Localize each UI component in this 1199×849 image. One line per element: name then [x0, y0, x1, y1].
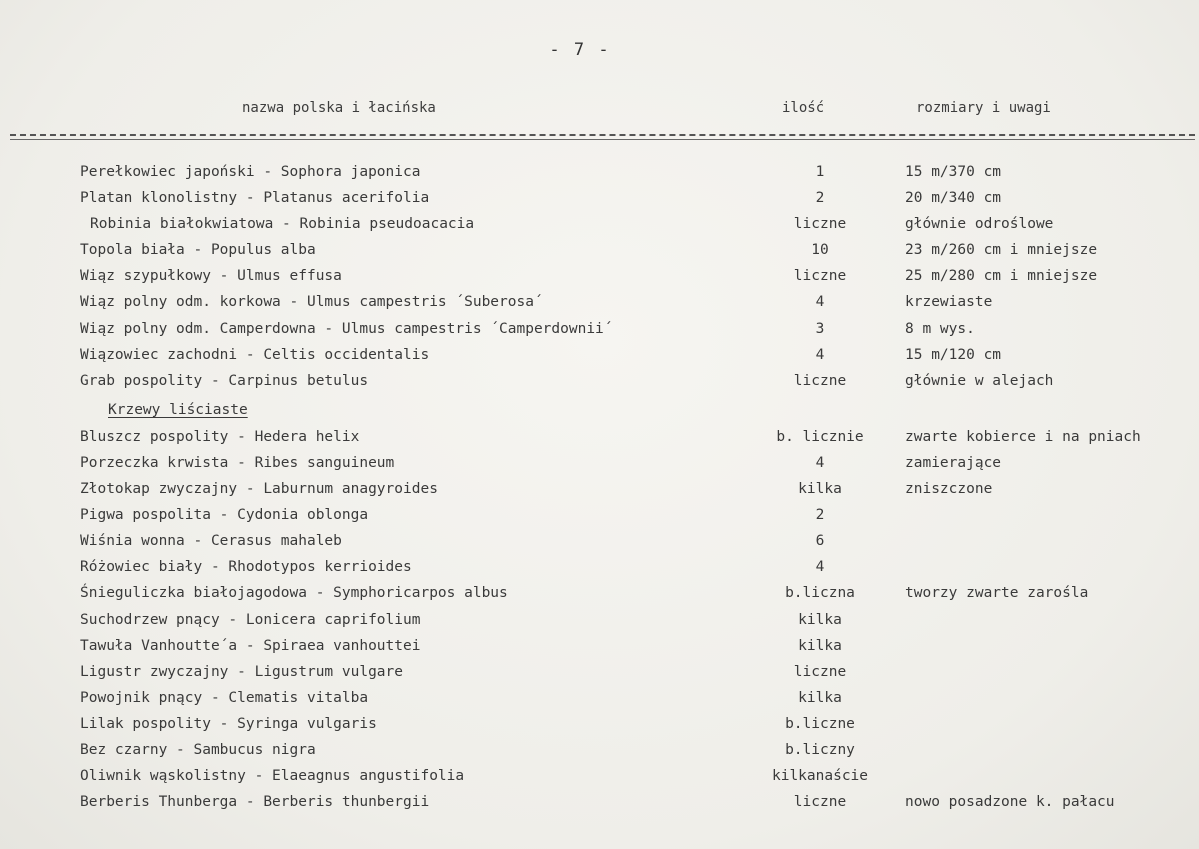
species-name: Powojnik pnący - Clematis vitalba	[80, 689, 369, 706]
species-notes: głównie odroślowe	[905, 216, 1054, 233]
species-quantity: b.liczny	[785, 741, 855, 758]
table-row	[0, 239, 1199, 265]
species-quantity: b. licznie	[776, 428, 864, 445]
species-quantity: 2	[815, 190, 825, 207]
species-notes: tworzy zwarte zarośla	[905, 585, 1089, 602]
table-row	[0, 161, 1199, 187]
species-quantity: 4	[815, 294, 825, 311]
table-row	[0, 739, 1199, 765]
species-notes: 8 m wys.	[905, 320, 975, 337]
table-row	[0, 370, 1199, 396]
species-name: Złotokap zwyczajny - Laburnum anagyroides	[80, 481, 438, 498]
species-notes: zamierające	[905, 454, 1002, 471]
column-header-name: nazwa polska i łacińska	[242, 100, 436, 116]
species-name: Bluszcz pospolity - Hedera helix	[80, 428, 360, 445]
species-quantity: kilka	[798, 689, 842, 706]
table-row	[0, 530, 1199, 556]
species-notes: krzewiaste	[905, 294, 993, 311]
species-notes: 15 m/120 cm	[905, 346, 1002, 363]
species-name: Śnieguliczka białojagodowa - Symphoricarpos albus	[80, 585, 508, 602]
species-name: Różowiec biały - Rhodotypos kerrioides	[80, 559, 412, 576]
species-table	[0, 161, 1199, 817]
table-row	[0, 504, 1199, 530]
species-quantity: 4	[815, 559, 825, 576]
table-row	[0, 609, 1199, 635]
species-notes: 15 m/370 cm	[905, 164, 1002, 180]
species-quantity: b.liczne	[785, 715, 855, 732]
table-row	[0, 452, 1199, 478]
species-notes: 20 m/340 cm	[905, 190, 1002, 207]
species-name: Porzeczka krwista - Ribes sanguineum	[80, 454, 395, 471]
species-quantity: liczne	[793, 372, 847, 389]
table-row	[0, 291, 1199, 317]
species-quantity: 1	[815, 164, 825, 180]
table-row	[0, 187, 1199, 213]
table-row	[0, 344, 1199, 370]
column-header-notes: rozmiary i uwagi	[916, 100, 1051, 116]
page-number: - 7 -	[549, 40, 611, 60]
table-row	[0, 556, 1199, 582]
species-notes: 25 m/280 cm i mniejsze	[905, 268, 1098, 285]
species-quantity: kilka	[798, 481, 842, 498]
species-quantity: 6	[815, 533, 825, 550]
species-name: Berberis Thunberga - Berberis thunbergii	[80, 794, 430, 811]
species-quantity: kilka	[798, 611, 842, 628]
header-divider-dashed	[10, 134, 1195, 136]
table-row	[0, 635, 1199, 661]
column-header-quantity: ilość	[782, 100, 825, 116]
table-row	[0, 265, 1199, 291]
species-quantity: 3	[815, 320, 825, 337]
species-name: Pigwa pospolita - Cydonia oblonga	[80, 507, 369, 524]
species-name: Wiąz polny odm. korkowa - Ulmus campestris ´Suberosa´	[80, 294, 543, 311]
table-row	[0, 791, 1199, 817]
species-notes: nowo posadzone k. pałacu	[905, 794, 1115, 811]
species-quantity: liczne	[793, 268, 847, 285]
species-quantity: 4	[815, 346, 825, 363]
species-notes: głównie w alejach	[905, 372, 1054, 389]
species-name: Lilak pospolity - Syringa vulgaris	[80, 715, 377, 732]
table-row	[0, 478, 1199, 504]
species-name: Platan klonolistny - Platanus acerifolia	[80, 190, 430, 207]
species-quantity: liczne	[793, 794, 847, 811]
species-name: Oliwnik wąskolistny - Elaeagnus angustifolia	[80, 768, 465, 785]
species-quantity: liczne	[793, 216, 847, 233]
species-quantity: b.liczna	[785, 585, 855, 602]
table-row	[0, 213, 1199, 239]
table-row	[0, 661, 1199, 687]
species-name: Wiąz polny odm. Camperdowna - Ulmus campestris ´Camperdownii´	[80, 320, 613, 337]
table-row	[0, 765, 1199, 791]
table-row	[0, 426, 1199, 452]
species-quantity: 10	[811, 242, 829, 259]
species-quantity: 2	[815, 507, 825, 524]
table-row	[0, 687, 1199, 713]
section-title: Krzewy liściaste	[108, 401, 248, 418]
header-divider-line	[10, 139, 1195, 140]
species-name: Wiśnia wonna - Cerasus mahaleb	[80, 533, 342, 550]
species-name: Robinia białokwiatowa - Robinia pseudoacacia	[90, 216, 475, 233]
species-name: Grab pospolity - Carpinus betulus	[80, 372, 369, 389]
section-heading	[0, 396, 1199, 426]
species-quantity: 4	[815, 454, 825, 471]
species-notes: zwarte kobierce i na pniach	[905, 428, 1141, 445]
table-row	[0, 318, 1199, 344]
species-name: Suchodrzew pnący - Lonicera caprifolium	[80, 611, 421, 628]
species-quantity: liczne	[793, 663, 847, 680]
species-quantity: kilkanaście	[771, 768, 869, 785]
species-notes: 23 m/260 cm i mniejsze	[905, 242, 1098, 259]
species-name: Perełkowiec japoński - Sophora japonica	[80, 164, 421, 180]
table-row	[0, 713, 1199, 739]
species-quantity: kilka	[798, 637, 842, 654]
species-name: Topola biała - Populus alba	[80, 242, 316, 259]
table-row	[0, 582, 1199, 608]
species-name: Bez czarny - Sambucus nigra	[80, 741, 316, 758]
species-name: Wiąz szypułkowy - Ulmus effusa	[80, 268, 342, 285]
species-name: Wiązowiec zachodni - Celtis occidentalis	[80, 346, 430, 363]
species-notes: zniszczone	[905, 481, 993, 498]
species-name: Ligustr zwyczajny - Ligustrum vulgare	[80, 663, 404, 680]
species-name: Tawuła Vanhoutte´a - Spiraea vanhouttei	[80, 637, 421, 654]
